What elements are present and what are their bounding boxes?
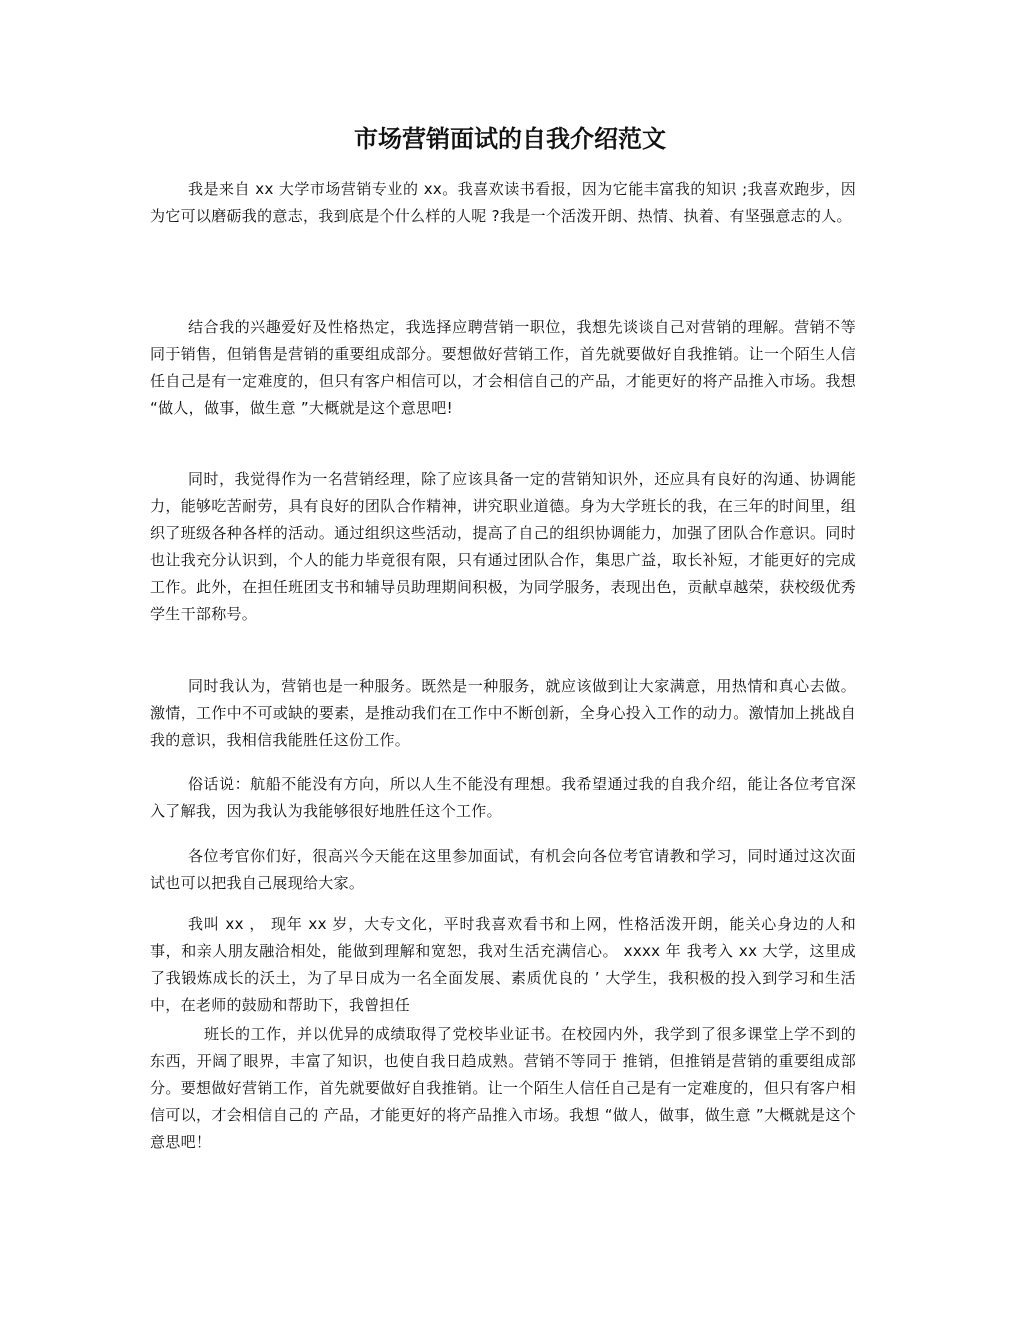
- paragraph-text: 各位考官你们好，很高兴今天能在这里参加面试，有机会向各位考官请教和学习，同时通过这次面试也可以把我自己展现给大家。: [150, 847, 856, 892]
- paragraph-text: 我是来自 xx 大学市场营销专业的 xx。我喜欢读书看报，因为它能丰富我的知识 ;我喜欢跑步，因为它可以磨砺我的意志，我到底是个什么样的人呢 ?我是一个活泼开朗、热情、执着、有坚强意志的人。: [150, 180, 856, 225]
- paragraph-7: [150, 911, 856, 1019]
- paragraph-text: 班长的工作，并以优异的成绩取得了党校毕业证书。在校园内外，我学到了很多课堂上学不到的东西，开阔了眼界，丰富了知识，也使自我日趋成熟。营销不等同于 推销，但推销是营销的重要组成部分。要想做好营销工作，首先就要做好自我推销。让一个陌生人信任自己是有一定难度的，但只有客户相信可以，才会相信自己的 产品，才能更好的将产品推入市场。我想 “做人，做事，做生意 ”大概就是这个意思吧！: [150, 1025, 856, 1151]
- paragraph-text: 我叫 xx ， 现年 xx 岁，大专文化，平时我喜欢看书和上网，性格活泼开朗，能关心身边的人和事，和亲人朋友融洽相处，能做到理解和宽恕，我对生活充满信心。 xxxx 年 我考入 xx 大学，这里成了我锻炼成长的沃土，为了早日成为一名全面发展、素质优良的 ’ 大学生，我积极的投入到学习和生活中，在老师的鼓励和帮助下，我曾担任: [150, 915, 856, 1014]
- paragraph-1: [150, 176, 856, 230]
- paragraph-2: [150, 314, 856, 422]
- paragraph-text: 结合我的兴趣爱好及性格热定，我选择应聘营销一职位，我想先谈谈自己对营销的理解。营销不等同于销售，但销售是营销的重要组成部分。要想做好营销工作，首先就要做好自我推销。让一个陌生人信任自己是有一定难度的，但只有客户相信可以，才会相信自己的产品，才能更好的将产品推入市场。我想 “做人，做事，做生意 ”大概就是这个意思吧!: [150, 318, 856, 417]
- paragraph-4: [150, 673, 856, 754]
- document-title: 市场营销面试的自我介绍范文: [354, 124, 666, 153]
- paragraph-8: [150, 1021, 856, 1156]
- paragraph-text: 同时我认为，营销也是一种服务。既然是一种服务，就应该做到让大家满意，用热情和真心去做。激情，工作中不可或缺的要素，是推动我们在工作中不断创新，全身心投入工作的动力。激情加上挑战自我的意识，我相信我能胜任这份工作。: [150, 677, 856, 749]
- paragraph-5: [150, 771, 856, 825]
- paragraph-text: 俗话说：航船不能没有方向，所以人生不能没有理想。我希望通过我的自我介绍，能让各位考官深入了解我，因为我认为我能够很好地胜任这个工作。: [150, 775, 856, 820]
- paragraph-6: [150, 843, 856, 897]
- paragraph-3: [150, 466, 856, 628]
- paragraph-text: 同时，我觉得作为一名营销经理，除了应该具备一定的营销知识外，还应具有良好的沟通、协调能力，能够吃苦耐劳，具有良好的团队合作精神，讲究职业道德。身为大学班长的我，在三年的时间里，组织了班级各种各样的活动。通过组织这些活动，提高了自己的组织协调能力，加强了团队合作意识。同时也让我充分认识到，个人的能力毕竟很有限，只有通过团队合作，集思广益，取长补短，才能更好的完成工作。此外，在担任班团支书和辅导员助理期间积极，为同学服务，表现出色，贡献卓越荣，获校级优秀学生干部称号。: [150, 470, 856, 623]
